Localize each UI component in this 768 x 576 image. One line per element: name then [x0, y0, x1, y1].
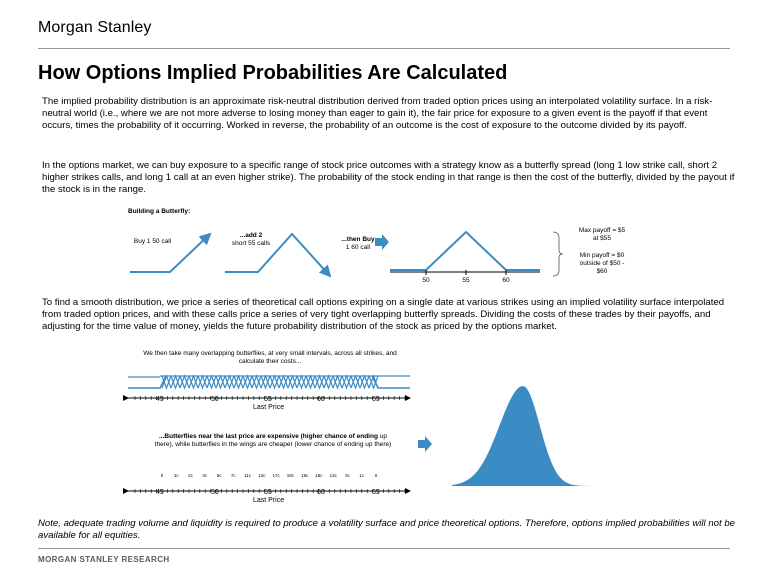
step2-bold: ...add 2 — [239, 232, 263, 239]
distribution-tick-60: 60 — [317, 489, 325, 496]
butterfly-cost-label: 2c — [188, 473, 193, 478]
footer-label: MORGAN STANLEY RESEARCH — [38, 555, 170, 564]
page-title: How Options Implied Probabilities Are Calculated — [38, 62, 508, 84]
footer-divider — [38, 548, 730, 549]
brand-logo: Morgan Stanley — [38, 19, 152, 36]
distribution-caption-text: up there), while butterflies in the wings are cheaper (lower chance of ending up there) — [154, 433, 392, 448]
step1-label: Buy 1 50 call — [133, 238, 172, 245]
butterfly-cost-label: 1c — [359, 473, 365, 478]
butterfly-cost-label: 1c — [173, 473, 179, 478]
butterfly-cost-label: 0 — [160, 473, 164, 478]
butterfly-cost-label: 13c — [258, 473, 266, 478]
overlap-tick-60: 60 — [317, 396, 325, 403]
butterfly-cost-label: 11c — [244, 473, 252, 478]
overlap-tick-65: 65 — [372, 396, 380, 403]
right-arrow-icon — [418, 436, 432, 452]
butterfly-tick-55: 55 — [462, 277, 470, 284]
paragraph-smooth: To find a smooth distribution, we price a series of theoretical call options expiring on a single date at various strikes using an implied volatility surface interpolated from traded option prices, and with these calls price a series of very tight overlapping butterfly spreads. Dividing the costs of these trades by their payoffs, and adjusting for the time value of money, yields the future probability distribution of the stock as priced by the options market. — [42, 297, 725, 332]
paragraph-butterfly: In the options market, we can buy exposure to a specific range of stock price outcomes with a strategy know as a butterfly spread (long 1 low strike call, short 2 higher strikes calls, and long 1 call at an even higher strike). The probability of the stock ending in that range is then the cost of the butterfly, divided by the payout if the stock is in the range. — [42, 160, 735, 195]
butterfly-cost-label: 18c — [315, 473, 323, 478]
butterfly-tick-50: 50 — [422, 277, 430, 284]
distribution-caption-bold: ...Butterflies near the last price are expensive (higher chance of ending — [159, 433, 378, 440]
distribution-tick-45: 45 — [156, 489, 164, 496]
butterfly-tick-60: 60 — [502, 277, 510, 284]
paragraph-intro: The implied probability distribution is an approximate risk-neutral distribution derived from traded option prices using an interpolated volatility surface. In a risk-neutral world (i.e., where we are not more adverse to losing money than eager to gain it), the fair price for exposure to a given event is the payoff if that event occurs, times the probability of it occurring. Worked in reverse, the probability of an outcome is the cost of exposure to the outcome divided by its payoff. — [42, 96, 713, 131]
butterfly-cost-label: 13c — [329, 473, 337, 478]
overlap-caption: We then take many overlapping butterflies, at very small intervals, across all strikes, and calculate their costs... — [143, 350, 397, 365]
butterfly-cost-label: 7c — [230, 473, 236, 478]
overlap-axis-label: Last Price — [253, 404, 285, 411]
butterfly-cost-label: 0 — [374, 473, 378, 478]
max-payoff-label: Max payoff = $5 at $55 — [578, 227, 626, 242]
butterfly-cost-label: 18c — [286, 473, 295, 478]
overlap-tick-55: 55 — [264, 396, 272, 403]
butterfly-cost-label: 17c — [272, 473, 280, 478]
distribution-tick-55: 55 — [264, 489, 272, 496]
probability-distribution-curve — [452, 386, 602, 486]
butterfly-heading: Building a Butterfly: — [128, 208, 191, 215]
butterfly-cost-label: 3c — [202, 473, 208, 478]
step3-text: 1 60 call — [345, 244, 371, 251]
step3-bold: ...then Buy — [341, 236, 375, 243]
min-payoff-label: Min payoff = $0 outside of $50 - $60 — [579, 252, 625, 275]
distribution-tick-50: 50 — [211, 489, 219, 496]
butterfly-cost-label: 3c — [345, 473, 350, 478]
overlap-tick-45: 45 — [156, 396, 164, 403]
footnote: Note, adequate trading volume and liquidity is required to produce a volatility surface and price theoretical options. Therefore, options implied probabilities will not be available for all equities. — [38, 518, 736, 541]
distribution-tick-65: 65 — [372, 489, 380, 496]
butterfly-cost-label: 19c — [301, 473, 309, 478]
distribution-axis-label: Last Price — [253, 497, 285, 504]
step2-text: short 55 calls — [231, 240, 271, 247]
overlap-tick-50: 50 — [211, 396, 219, 403]
butterfly-cost-label: 5c — [216, 473, 222, 478]
